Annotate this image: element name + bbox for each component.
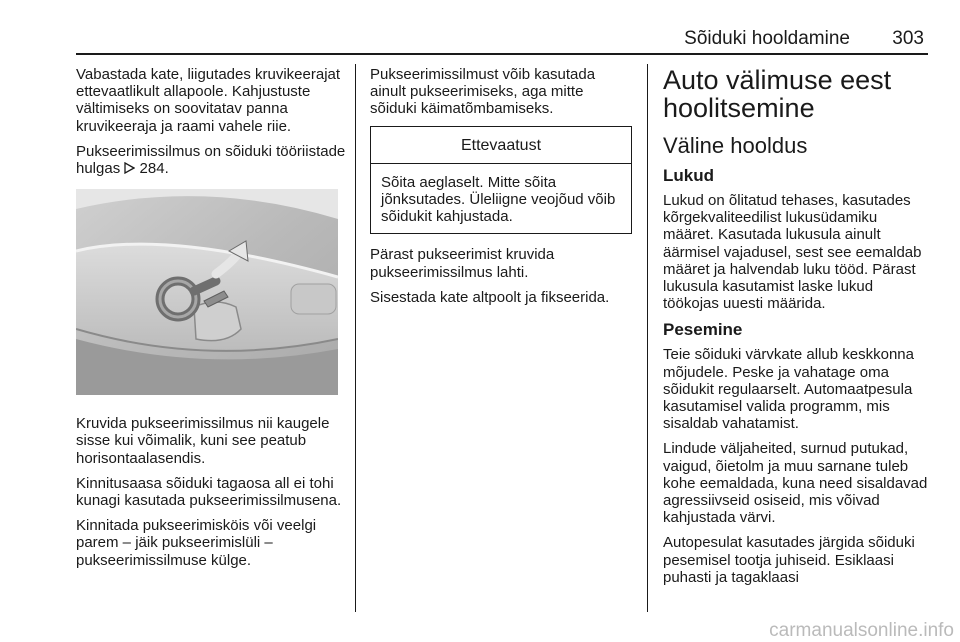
caution-text: Sõita aeglaselt. Mitte sõita jõnksutades. Üleliigne veojõud võib sõidukit kahjustada. <box>381 173 616 226</box>
paragraph-washing-3: Autopesulat kasutades järgida sõiduki pesemisel tootja juhiseid. Esiklaasi puhasti ja tagaklaasi <box>663 534 915 586</box>
subheading-washing: Pesemine <box>663 320 743 340</box>
caution-box <box>370 126 632 235</box>
page-reference-link[interactable]: 284. <box>139 160 169 178</box>
caution-title: Ettevaatust <box>371 127 631 164</box>
paragraph-release-cover: Vabastada kate, liigutades kruvikeerajat ettevaatlikult allapoole. Kahjustuste vältimiseks on soovitatav panna kruvikeeraja ja raami vahele riie. <box>76 66 341 135</box>
paragraph-towing-only: Pukseerimissilmust võib kasutada ainult pukseerimiseks, aga mitte sõiduki käimatõmbamiseks. <box>370 66 596 118</box>
paragraph-insert-cover: Sisestada kate altpoolt ja fikseerida. <box>370 288 610 306</box>
paragraph-washing-1: Teie sõiduki värvkate allub keskkonna mõjudele. Peske ja vahatage oma sõidukit regulaarselt. Automaatpesula kasutamisel valida programm, mis sisaldab vahatamist. <box>663 346 914 433</box>
paragraph-locks: Lukud on õlitatud tehases, kasutades kõrgekvaliteedilist lukusüdamiku määret. Kasutada lukusula ainult äärmisel vajadusel, sest see eemaldab määret ja halvendab luku tööd. Pärast lukusula kasutamist laske lukud töökojas uuesti määrida. <box>663 192 922 313</box>
column-divider-2 <box>647 64 648 612</box>
subheading-locks: Lukud <box>663 166 714 185</box>
section-heading: Väline hooldus <box>663 133 808 158</box>
column-middle <box>370 66 632 314</box>
section-title: Sõiduki hooldamine <box>684 28 850 49</box>
paragraph-washing-2: Lindude väljaheited, surnud putukad, vaigud, õietolm ja muu sarnane tuleb kohe eemaldada, kuna need sisaldavad agressiivseid osiseid, mis võivad kahjustada värvi. <box>663 440 928 527</box>
column-left <box>76 66 348 577</box>
chapter-heading: Auto välimuse eest hoolitsemine <box>663 65 892 123</box>
column-right <box>663 66 931 594</box>
paragraph-screw-in: Kruvida pukseerimissilmus nii kaugele sisse kui võimalik, kuni see peatub horisontaalasendis. <box>76 415 330 467</box>
watermark: carmanualsonline.info <box>769 620 954 641</box>
paragraph-tool-location: Pukseerimissilmus on sõiduki tööriistade hulgas 284. <box>76 142 346 178</box>
column-divider-1 <box>355 64 356 612</box>
towing-eye-illustration <box>76 189 338 395</box>
paragraph-unscrew: Pärast pukseerimist kruvida pukseerimissilmus lahti. <box>370 246 555 281</box>
header-divider <box>76 53 928 55</box>
page-number: 303 <box>892 28 924 49</box>
paragraph-tie-down-warning: Kinnitusaasa sõiduki tagaosa all ei tohi kunagi kasutada pukseerimissilmusena. <box>76 474 342 510</box>
paragraph-attach-rope: Kinnitada pukseerimisköis või veelgi parem – jäik pukseerimislüli – pukseerimissilmuse külge. <box>76 517 317 569</box>
page-header <box>76 28 928 50</box>
arrow-reference-icon <box>124 162 135 174</box>
